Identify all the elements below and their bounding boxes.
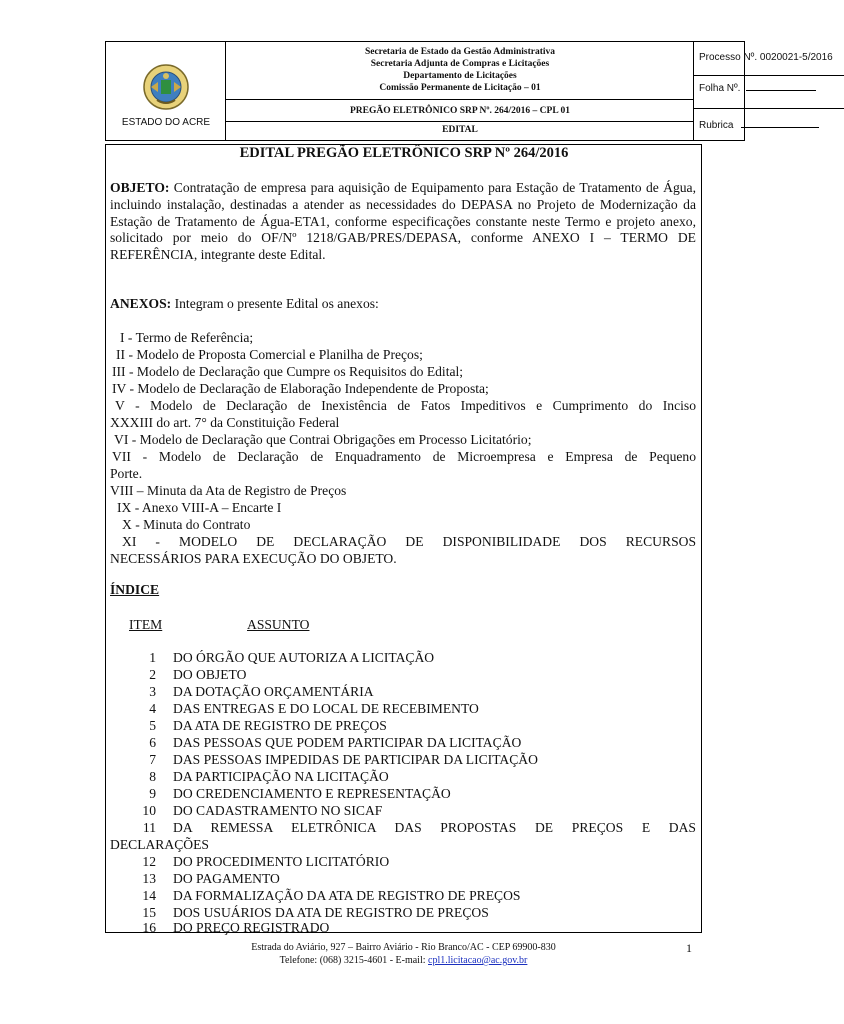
anexos-paragraph xyxy=(110,296,696,313)
indice-item-number: 5 xyxy=(149,718,156,733)
state-seal-logo xyxy=(141,62,191,112)
anexo-item: NECESSÁRIOS PARA EXECUÇÃO DO OBJETO. xyxy=(110,551,397,566)
indice-item-subject: DAS PESSOAS IMPEDIDAS DE PARTICIPAR DA LICITAÇÃO xyxy=(173,752,538,767)
rubrica-field xyxy=(699,120,819,131)
indice-item-subject: DAS ENTREGAS E DO LOCAL DE RECEBIMENTO xyxy=(173,701,479,716)
anexo-item: XI - MODELO DE DECLARAÇÃO DE DISPONIBILIDADE DOS RECURSOS xyxy=(122,534,696,549)
anexo-item: IV - Modelo de Declaração de Elaboração Independente de Proposta; xyxy=(112,381,489,396)
header-divider xyxy=(694,75,844,76)
indice-row xyxy=(110,871,696,888)
header-line-secretaria: Secretaria de Estado da Gestão Administrativa xyxy=(364,47,556,57)
objeto-paragraph xyxy=(110,180,696,264)
indice-item-number: 6 xyxy=(149,735,156,750)
indice-col-assunto: ASSUNTO xyxy=(247,617,310,632)
rubrica-label: Rubrica xyxy=(699,120,734,131)
page-number: 1 xyxy=(686,941,692,955)
indice-item-subject: DO CREDENCIAMENTO E REPRESENTAÇÃO xyxy=(173,786,451,801)
indice-item-subject: DO PROCEDIMENTO LICITATÓRIO xyxy=(173,854,390,869)
header-center xyxy=(226,42,694,140)
indice-item-subject: DO PREÇO REGISTRADO xyxy=(173,920,330,935)
indice-item-subject: DO ÓRGÃO QUE AUTORIZA A LICITAÇÃO xyxy=(173,650,435,665)
indice-row xyxy=(110,820,696,837)
indice-title: ÍNDICE xyxy=(110,582,160,597)
indice-item-number: 16 xyxy=(142,920,156,935)
anexos-label: ANEXOS: xyxy=(110,296,172,311)
document-title: EDITAL PREGÃO ELETRÔNICO SRP Nº 264/2016 xyxy=(239,145,569,161)
indice-row xyxy=(110,769,696,786)
indice-item-number: 14 xyxy=(142,888,156,903)
header-line-departamento: Departamento de Licitações xyxy=(403,71,517,81)
indice-row xyxy=(110,752,696,769)
indice-item-number: 1 xyxy=(149,650,156,665)
anexo-item: Porte. xyxy=(110,466,143,481)
anexo-item: III - Modelo de Declaração que Cumpre os Requisitos do Edital; xyxy=(112,364,464,379)
folha-label: Folha Nº. xyxy=(699,83,741,94)
anexos-text: Integram o presente Edital os anexos: xyxy=(174,296,379,311)
anexo-item: II - Modelo de Proposta Comercial e Planilha de Preços; xyxy=(116,347,423,362)
indice-col-item: ITEM xyxy=(129,617,163,632)
indice-row xyxy=(110,837,696,854)
footer-email-link[interactable]: cpl1.licitacao@ac.gov.br xyxy=(428,955,528,966)
indice-item-number: 13 xyxy=(142,871,156,886)
objeto-text: Contratação de empresa para aquisição de Equipamento para Estação de Tratamento de Água, incluindo instalação, destinadas a atender as necessidades do DEPASA no Projeto de Modernização da Estação de Tratamento de Água-ETA1, conforme especificações constante neste Termo e projeto anexo, solicitado por meio do OF/Nº 1218/GAB/PRES/DEPASA, conforme ANEXO I – TERMO DE REFERÊNCIA, integrante deste Edital. xyxy=(110,180,696,263)
indice-item-number: 15 xyxy=(142,905,156,920)
logo-cell xyxy=(106,42,226,140)
indice-item-number: 4 xyxy=(149,701,156,716)
rubrica-blank xyxy=(741,127,819,128)
header-line-adjunta: Secretaria Adjunta de Compras e Licitações xyxy=(370,59,550,69)
indice-item-number: 8 xyxy=(149,769,156,784)
indice-item-subject: DA DOTAÇÃO ORÇAMENTÁRIA xyxy=(173,684,374,699)
indice-item-number: 3 xyxy=(149,684,156,699)
footer-address: Estrada do Aviário, 927 – Bairro Aviário - Rio Branco/AC - CEP 69900-830 xyxy=(251,942,556,953)
edital-label: EDITAL xyxy=(442,125,478,135)
indice-item-subject: DOS USUÁRIOS DA ATA DE REGISTRO DE PREÇOS xyxy=(173,905,489,920)
header-divider xyxy=(694,108,844,109)
estado-label: ESTADO DO ACRE xyxy=(121,117,211,128)
indice-row xyxy=(110,920,696,937)
indice-item-subject: DO CADASTRAMENTO NO SICAF xyxy=(173,803,383,818)
indice-row xyxy=(110,735,696,752)
indice-item-subject: DECLARAÇÕES xyxy=(110,837,209,852)
indice-item-subject: DO OBJETO xyxy=(173,667,247,682)
indice-item-number: 11 xyxy=(142,820,156,835)
anexo-item: V - Modelo de Declaração de Inexistência de Fatos Impeditivos e Cumprimento do Inciso xyxy=(115,398,696,413)
header-line-comissao: Comissão Permanente de Licitação – 01 xyxy=(379,83,541,93)
indice-row xyxy=(110,650,696,667)
indice-row xyxy=(110,718,696,735)
indice-row xyxy=(110,684,696,701)
indice-item-subject: DA REMESSA ELETRÔNICA DAS PROPOSTAS DE PREÇOS E DAS xyxy=(173,820,696,835)
document-header xyxy=(105,41,833,141)
indice-item-subject: DAS PESSOAS QUE PODEM PARTICIPAR DA LICITAÇÃO xyxy=(173,735,522,750)
footer-phone: Telefone: (068) 3215-4601 - E-mail: xyxy=(279,955,426,966)
anexo-item: IX - Anexo VIII-A – Encarte I xyxy=(117,500,282,515)
processo-number: Processo Nº. 0020021-5/2016 xyxy=(699,52,833,63)
folha-field xyxy=(699,83,816,94)
indice-item-subject: DA ATA DE REGISTRO DE PREÇOS xyxy=(173,718,387,733)
indice-item-subject: DA FORMALIZAÇÃO DA ATA DE REGISTRO DE PREÇOS xyxy=(173,888,521,903)
pregao-label: PREGÃO ELETRÔNICO SRP Nº. 264/2016 – CPL 01 xyxy=(349,106,571,116)
indice-item-number: 12 xyxy=(142,854,156,869)
indice-row xyxy=(110,786,696,803)
indice-row xyxy=(110,803,696,820)
folha-blank xyxy=(746,90,816,91)
indice-item-number: 7 xyxy=(149,752,156,767)
anexo-item: X - Minuta do Contrato xyxy=(122,517,251,532)
indice-item-number: 10 xyxy=(142,803,156,818)
indice-item-number: 9 xyxy=(149,786,156,801)
anexo-item: VII - Modelo de Declaração de Enquadramento de Microempresa e Empresa de Pequeno xyxy=(112,449,696,464)
header-right xyxy=(694,42,833,140)
indice-row xyxy=(110,701,696,718)
objeto-label: OBJETO: xyxy=(110,180,170,195)
anexo-item: XXXIII do art. 7° da Constituição Federal xyxy=(110,415,340,430)
indice-item-subject: DO PAGAMENTO xyxy=(173,871,280,886)
anexo-item: I - Termo de Referência; xyxy=(120,330,254,345)
footer-contact xyxy=(105,954,702,967)
header-divider xyxy=(226,99,694,100)
indice-item-number: 2 xyxy=(149,667,156,682)
header-divider xyxy=(226,121,694,122)
indice-item-subject: DA PARTICIPAÇÃO NA LICITAÇÃO xyxy=(173,769,389,784)
anexo-item: VIII – Minuta da Ata de Registro de Preços xyxy=(110,483,347,498)
indice-row xyxy=(110,667,696,684)
indice-row xyxy=(110,854,696,871)
indice-row xyxy=(110,888,696,905)
anexo-item: VI - Modelo de Declaração que Contrai Obrigações em Processo Licitatório; xyxy=(114,432,532,447)
page-footer xyxy=(105,941,702,967)
